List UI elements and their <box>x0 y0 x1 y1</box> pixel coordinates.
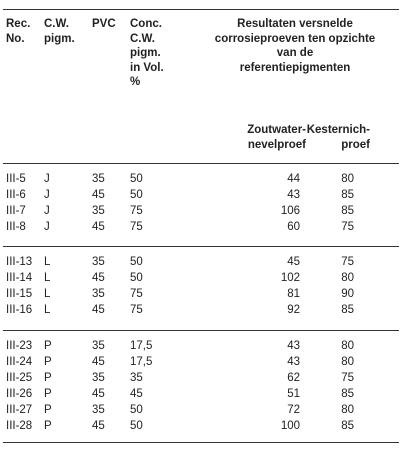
concentration-cell: 50 <box>130 420 143 432</box>
record-number-cell: III-8 <box>6 221 26 233</box>
kesternich-value-cell: 80 <box>341 272 354 284</box>
kesternich-value-cell: 75 <box>341 256 354 268</box>
salt-spray-value-cell: 106 <box>280 205 300 217</box>
record-number-cell: III-13 <box>6 256 33 268</box>
concentration-cell: 75 <box>130 288 143 300</box>
pvc-cell: 45 <box>92 356 105 368</box>
header-pvc: PVC <box>92 18 116 30</box>
salt-spray-value-cell: 51 <box>287 388 300 400</box>
pvc-cell: 35 <box>92 288 105 300</box>
pigment-cell: L <box>44 304 51 316</box>
salt-spray-value-cell: 100 <box>280 420 300 432</box>
pigment-cell: P <box>44 340 52 352</box>
pigment-cell: P <box>44 388 52 400</box>
concentration-cell: 50 <box>130 404 143 416</box>
pvc-cell: 45 <box>92 420 105 432</box>
kesternich-value-cell: 85 <box>341 304 354 316</box>
pvc-cell: 35 <box>92 372 105 384</box>
pvc-cell: 35 <box>92 340 105 352</box>
kesternich-value-cell: 85 <box>341 388 354 400</box>
record-number-cell: III-25 <box>6 372 33 384</box>
pigment-cell: P <box>44 356 52 368</box>
kesternich-value-cell: 85 <box>341 205 354 217</box>
pigment-cell: L <box>44 288 51 300</box>
pigment-cell: J <box>44 205 50 217</box>
concentration-cell: 75 <box>130 205 143 217</box>
pigment-cell: P <box>44 404 52 416</box>
salt-spray-value-cell: 60 <box>287 221 300 233</box>
pvc-cell: 45 <box>92 388 105 400</box>
header-cw-pigment: C.W. pigm. <box>44 18 75 45</box>
pvc-cell: 45 <box>92 189 105 201</box>
salt-spray-value-cell: 72 <box>287 404 300 416</box>
table-bottom-rule <box>3 442 399 443</box>
group-divider <box>3 330 399 331</box>
record-number-cell: III-26 <box>6 388 33 400</box>
header-rec-no: Rec. No. <box>6 18 31 45</box>
header-bottom-rule <box>3 163 399 164</box>
header-salt-spray-test: Zoutwater- nevelproef <box>247 124 306 151</box>
kesternich-value-cell: 85 <box>341 420 354 432</box>
pvc-cell: 45 <box>92 272 105 284</box>
concentration-cell: 75 <box>130 221 143 233</box>
salt-spray-value-cell: 43 <box>287 189 300 201</box>
concentration-cell: 50 <box>130 272 143 284</box>
kesternich-value-cell: 80 <box>341 404 354 416</box>
header-kesternich-test: Kesternich- proef <box>306 124 370 151</box>
header-concentration: Conc. C.W. pigm. in Vol. % <box>130 18 164 88</box>
salt-spray-value-cell: 62 <box>287 372 300 384</box>
record-number-cell: III-6 <box>6 189 26 201</box>
salt-spray-value-cell: 81 <box>287 288 300 300</box>
kesternich-value-cell: 90 <box>341 288 354 300</box>
group-divider <box>3 246 399 247</box>
pigment-cell: L <box>44 272 51 284</box>
pigment-cell: J <box>44 221 50 233</box>
pvc-cell: 35 <box>92 205 105 217</box>
salt-spray-value-cell: 92 <box>287 304 300 316</box>
concentration-cell: 17,5 <box>130 356 153 368</box>
pigment-cell: J <box>44 173 50 185</box>
concentration-cell: 50 <box>130 256 143 268</box>
kesternich-value-cell: 75 <box>341 372 354 384</box>
salt-spray-value-cell: 102 <box>280 272 300 284</box>
record-number-cell: III-16 <box>6 304 33 316</box>
pigment-cell: P <box>44 372 52 384</box>
concentration-cell: 75 <box>130 304 143 316</box>
record-number-cell: III-15 <box>6 288 33 300</box>
concentration-cell: 17,5 <box>130 340 153 352</box>
table-top-rule <box>3 9 399 10</box>
record-number-cell: III-28 <box>6 420 33 432</box>
concentration-cell: 50 <box>130 173 143 185</box>
record-number-cell: III-7 <box>6 205 26 217</box>
kesternich-value-cell: 80 <box>341 356 354 368</box>
salt-spray-value-cell: 43 <box>287 356 300 368</box>
kesternich-value-cell: 80 <box>341 340 354 352</box>
header-results: Resultaten versnelde corrosieproeven ten opzichte van de referentiepigmenten <box>214 18 376 74</box>
pigment-cell: P <box>44 420 52 432</box>
pvc-cell: 35 <box>92 173 105 185</box>
kesternich-value-cell: 80 <box>341 173 354 185</box>
pigment-cell: J <box>44 189 50 201</box>
pigment-cell: L <box>44 256 51 268</box>
salt-spray-value-cell: 43 <box>287 340 300 352</box>
record-number-cell: III-23 <box>6 340 33 352</box>
pvc-cell: 35 <box>92 256 105 268</box>
salt-spray-value-cell: 45 <box>287 256 300 268</box>
concentration-cell: 50 <box>130 189 143 201</box>
pvc-cell: 45 <box>92 304 105 316</box>
record-number-cell: III-24 <box>6 356 33 368</box>
concentration-cell: 35 <box>130 372 143 384</box>
kesternich-value-cell: 75 <box>341 221 354 233</box>
salt-spray-value-cell: 44 <box>287 173 300 185</box>
pvc-cell: 35 <box>92 404 105 416</box>
record-number-cell: III-27 <box>6 404 33 416</box>
concentration-cell: 45 <box>130 388 143 400</box>
record-number-cell: III-14 <box>6 272 33 284</box>
pvc-cell: 45 <box>92 221 105 233</box>
record-number-cell: III-5 <box>6 173 26 185</box>
kesternich-value-cell: 85 <box>341 189 354 201</box>
